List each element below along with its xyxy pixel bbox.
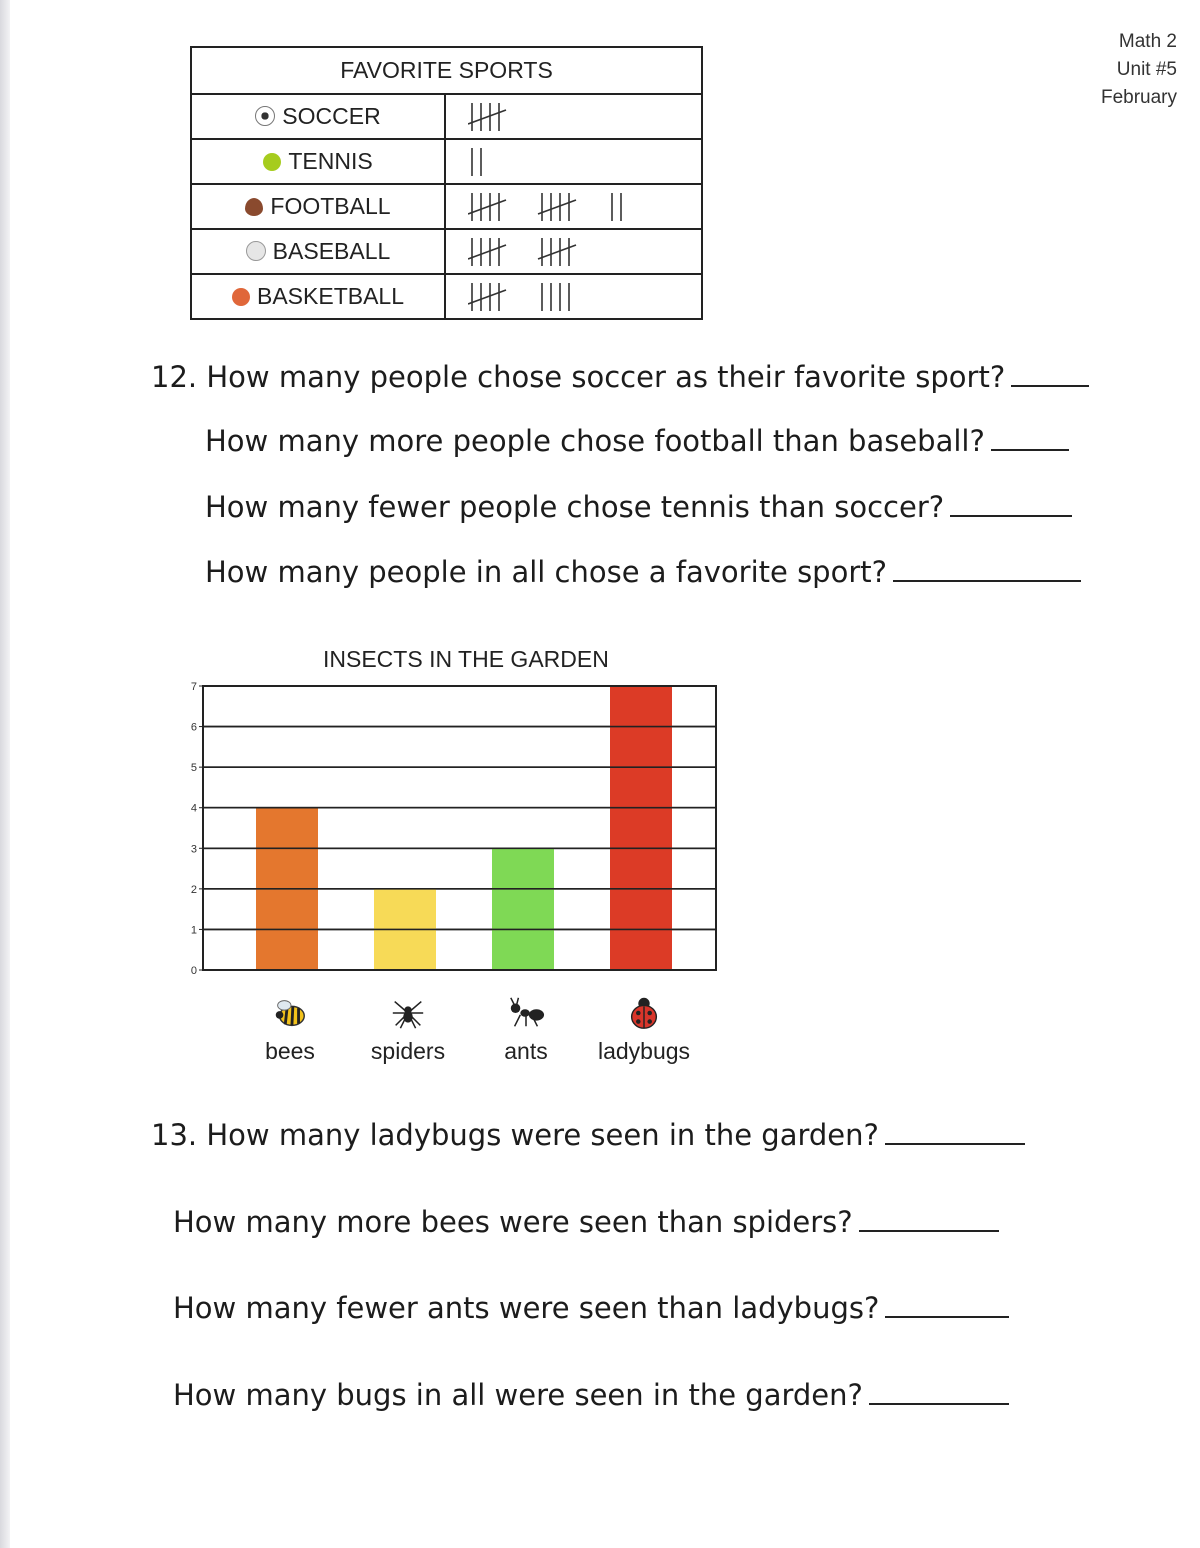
answer-blank[interactable] — [869, 1402, 1009, 1405]
table-row — [191, 184, 702, 229]
tally-cross-stroke — [538, 245, 576, 259]
tally-cell — [445, 139, 702, 184]
question-text: 12. How many people chose soccer as their favorite sport? — [151, 360, 1006, 394]
tally-cross-stroke — [468, 245, 506, 259]
tally-marks — [468, 97, 548, 137]
question-13-2 — [173, 1205, 999, 1239]
bee-icon — [271, 994, 309, 1032]
y-tick-label: 4 — [190, 802, 197, 815]
y-tick-label: 3 — [190, 843, 197, 856]
sport-cell — [191, 274, 445, 319]
basketball-icon — [232, 288, 250, 306]
question-12-3 — [205, 490, 1072, 524]
tally-cross-stroke — [468, 110, 506, 124]
sport-cell — [191, 139, 445, 184]
question-13-4 — [173, 1378, 1009, 1412]
baseball-icon — [246, 241, 266, 261]
sport-label: BASKETBALL — [256, 283, 405, 309]
y-tick-label: 6 — [190, 721, 197, 734]
y-tick-label: 1 — [190, 924, 197, 937]
answer-blank[interactable] — [885, 1315, 1009, 1318]
ladybug-icon — [625, 994, 663, 1032]
sport-cell — [191, 184, 445, 229]
y-tick-label: 7 — [190, 681, 197, 693]
tally-cell — [445, 94, 702, 139]
answer-blank[interactable] — [859, 1229, 999, 1232]
question-text: How many bugs in all were seen in the garden? — [173, 1378, 863, 1412]
table-title: FAVORITE SPORTS — [191, 47, 702, 94]
question-text: How many more bees were seen than spiders? — [173, 1205, 853, 1239]
question-text: How many more people chose football than baseball? — [205, 424, 985, 458]
question-13-3 — [173, 1291, 1009, 1325]
header-month: February — [1100, 87, 1177, 108]
tally-marks — [468, 142, 496, 182]
tally-cross-stroke — [468, 290, 506, 304]
category-label-ants: ants — [504, 1038, 548, 1064]
chart-title: INSECTS IN THE GARDEN — [323, 646, 609, 672]
football-icon — [245, 198, 263, 216]
question-text: How many fewer ants were seen than ladybugs? — [173, 1291, 880, 1325]
category-label-spiders: spiders — [370, 1038, 446, 1064]
tally-marks — [468, 187, 636, 227]
soccer-ball-icon — [255, 106, 275, 126]
table-row — [191, 94, 702, 139]
question-12-4 — [205, 555, 1081, 589]
spider-icon — [389, 994, 427, 1032]
answer-blank[interactable] — [885, 1142, 1025, 1145]
tally-marks — [468, 277, 584, 317]
answer-blank[interactable] — [950, 514, 1072, 517]
header-course: Math 2 — [1118, 31, 1177, 52]
table-row — [191, 229, 702, 274]
page-left-edge — [0, 0, 10, 1548]
tally-cross-stroke — [468, 200, 506, 214]
question-text: 13. How many ladybugs were seen in the garden? — [151, 1118, 879, 1152]
header-note — [1101, 28, 1177, 112]
ant-icon — [507, 994, 545, 1032]
question-12-2 — [205, 424, 1069, 458]
sport-label: SOCCER — [282, 103, 381, 129]
insects-bar-chart — [180, 676, 725, 976]
question-text: How many people in all chose a favorite sport? — [205, 555, 888, 589]
y-tick-label: 0 — [190, 965, 197, 976]
tally-marks — [468, 232, 618, 272]
favorite-sports-table — [190, 46, 703, 320]
bar-ants — [492, 848, 554, 970]
category-label-bees: bees — [265, 1038, 315, 1064]
answer-blank[interactable] — [991, 448, 1069, 451]
sport-label: FOOTBALL — [270, 193, 391, 219]
table-row — [191, 139, 702, 184]
sport-label: BASEBALL — [272, 238, 391, 264]
table-header-row — [191, 47, 702, 94]
sport-cell — [191, 94, 445, 139]
tally-cell — [445, 184, 702, 229]
tally-cell — [445, 229, 702, 274]
question-13-1 — [151, 1118, 1025, 1152]
tally-cell — [445, 274, 702, 319]
y-tick-label: 5 — [190, 762, 197, 775]
sport-cell — [191, 229, 445, 274]
y-tick-label: 2 — [190, 883, 197, 896]
question-12-1 — [151, 360, 1089, 394]
table-row — [191, 274, 702, 319]
sport-label: TENNIS — [288, 148, 373, 174]
answer-blank[interactable] — [893, 579, 1081, 582]
header-unit: Unit #5 — [1116, 59, 1177, 80]
category-label-ladybugs: ladybugs — [597, 1038, 691, 1064]
bar-ladybugs — [610, 686, 672, 970]
question-text: How many fewer people chose tennis than soccer? — [205, 490, 945, 524]
tally-cross-stroke — [538, 200, 576, 214]
answer-blank[interactable] — [1011, 384, 1089, 387]
tennis-ball-icon — [263, 153, 281, 171]
